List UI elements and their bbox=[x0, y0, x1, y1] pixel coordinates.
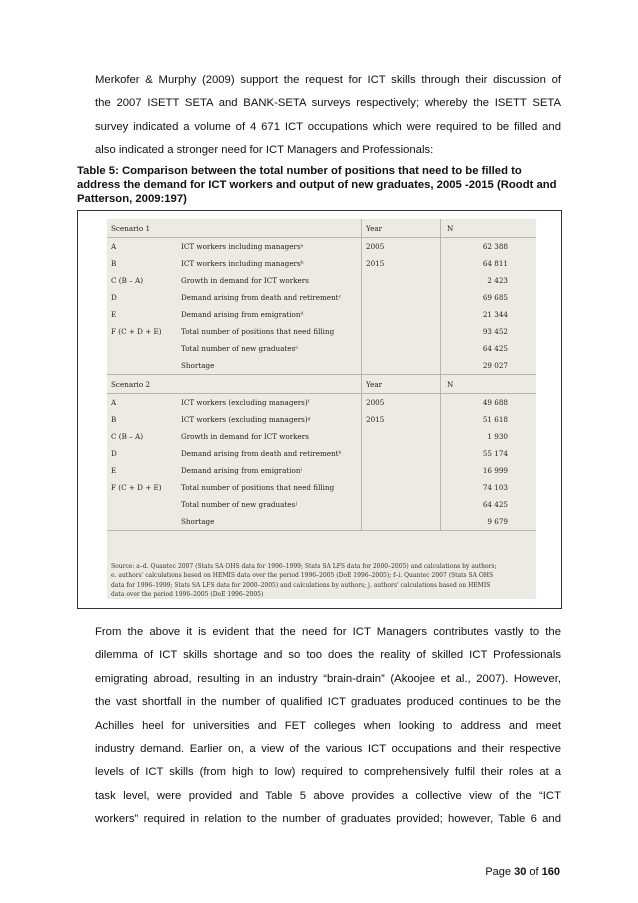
table-cell: ICT workers including managersᵇ bbox=[181, 259, 304, 268]
table-cell: Total number of new graduatesʲ bbox=[181, 500, 298, 509]
header-cell: N bbox=[441, 375, 537, 394]
table-cell: Growth in demand for ICT workers bbox=[181, 432, 309, 441]
table-cell: D bbox=[111, 449, 117, 458]
outro-paragraph bbox=[95, 621, 561, 832]
table-row bbox=[107, 340, 536, 357]
text-line: survey indicated a volume of 4 671 ICT occupations which were required to be filled and bbox=[95, 120, 561, 133]
table-row bbox=[107, 255, 536, 272]
table-cell bbox=[362, 445, 441, 462]
table-cell: Demand arising from emigrationᵈ bbox=[181, 310, 304, 319]
header-cell: Year bbox=[362, 219, 441, 238]
text-line: Merkofer & Murphy (2009) support the request for ICT skills through their discussion of bbox=[95, 74, 561, 86]
table-cell: Total number of positions that need filling bbox=[181, 483, 335, 492]
page-total: 160 bbox=[541, 866, 560, 878]
table-cell bbox=[107, 513, 177, 531]
table-cell bbox=[362, 306, 441, 323]
text-line: workers” required in relation to the number of graduates provided; however, Table 6 and bbox=[95, 813, 561, 826]
scenario-table bbox=[107, 219, 536, 531]
table-cell bbox=[362, 428, 441, 445]
header-cell: N bbox=[441, 219, 537, 238]
table-cell: 9 679 bbox=[441, 513, 537, 531]
table-cell bbox=[362, 323, 441, 340]
table-cell: B bbox=[111, 415, 117, 424]
table-source-note bbox=[111, 562, 535, 600]
table-row bbox=[107, 496, 536, 513]
header-cell: Scenario 2 bbox=[111, 379, 151, 389]
table-row bbox=[107, 479, 536, 496]
table-cell: 64 425 bbox=[441, 496, 537, 513]
text-line: From the above it is evident that the need for ICT Managers contributes vastly to the bbox=[95, 626, 561, 638]
table-cell bbox=[362, 340, 441, 357]
table-cell: E bbox=[111, 310, 117, 319]
table-cell: 2015 bbox=[362, 255, 441, 272]
source-line: Source: a–d. Quantec 2007 (Stats SA OHS data for 1996–1999; Stats SA LFS data for 2000–2005) and calculations by authors; bbox=[111, 563, 497, 570]
table-row bbox=[107, 272, 536, 289]
source-line: data for 1996–1999; Stats SA LFS data for 2000–2005) and calculations by authors; j. authors' calculations based on HEMIS bbox=[111, 581, 491, 589]
table-image-frame bbox=[77, 210, 562, 609]
table-cell: 21 344 bbox=[441, 306, 537, 323]
table-row bbox=[107, 462, 536, 479]
table-row bbox=[107, 445, 536, 462]
text-line: task level, were provided and Table 5 above provides a collective view of the “ICT bbox=[95, 789, 561, 802]
table-cell: 2005 bbox=[362, 394, 441, 412]
header-cell: Year bbox=[362, 375, 441, 394]
table-cell: 55 174 bbox=[441, 445, 537, 462]
table-cell: 74 103 bbox=[441, 479, 537, 496]
table-cell: Demand arising from death and retirementʰ bbox=[181, 449, 342, 458]
table-row bbox=[107, 357, 536, 375]
table-cell: ICT workers (excluding managers)ᵍ bbox=[181, 415, 311, 424]
table-cell: 51 618 bbox=[441, 411, 537, 428]
table-cell: A bbox=[111, 398, 117, 407]
table-cell: D bbox=[111, 293, 117, 302]
text-line: emigrating abroad, resulting in an industry “brain-drain” (Akoojee et al., 2007). However, bbox=[95, 672, 561, 685]
header-cell bbox=[177, 219, 362, 238]
table-cell: 49 688 bbox=[441, 394, 537, 412]
table-cell: 29 027 bbox=[441, 357, 537, 375]
table-cell: 2005 bbox=[362, 238, 441, 256]
table-row bbox=[107, 394, 536, 412]
text-line: Achilles heel for universities and FET colleges when looking to address and meet bbox=[95, 719, 561, 732]
table-caption: Table 5: Comparison between the total number of positions that need to be filled to address the demand for ICT workers and output of new graduates, 2005 -2015 (Roodt and Patterson, 2009:197) bbox=[77, 165, 557, 205]
table-cell: 69 685 bbox=[441, 289, 537, 306]
intro-paragraph bbox=[95, 69, 561, 163]
table-row bbox=[107, 323, 536, 340]
table-cell: E bbox=[111, 466, 117, 475]
table-cell: F (C + D + E) bbox=[111, 327, 162, 336]
table-cell: Shortage bbox=[181, 361, 215, 370]
header-cell bbox=[177, 375, 362, 394]
scenario-header-row bbox=[107, 375, 536, 394]
table-cell: B bbox=[111, 259, 117, 268]
table-cell bbox=[362, 272, 441, 289]
table-cell bbox=[107, 496, 177, 513]
table-cell: Demand arising from emigrationⁱ bbox=[181, 466, 302, 475]
text-line: levels of ICT skills (from high to low) required to comprehensively fulfil their roles at a bbox=[95, 766, 561, 779]
footer-of: of bbox=[526, 866, 542, 878]
table-cell: 64 811 bbox=[441, 255, 537, 272]
table-cell bbox=[362, 289, 441, 306]
table-cell: 1 930 bbox=[441, 428, 537, 445]
table-cell: C (B – A) bbox=[111, 432, 144, 441]
table-cell bbox=[362, 462, 441, 479]
table-cell bbox=[362, 496, 441, 513]
table-cell bbox=[362, 479, 441, 496]
table-cell: Total number of positions that need filling bbox=[181, 327, 335, 336]
table-cell: 2 423 bbox=[441, 272, 537, 289]
table-cell: ICT workers (excluding managers)ᶠ bbox=[181, 398, 310, 407]
text-line: the vast shortfall in the number of qualified ICT graduates produced continues to be the bbox=[95, 696, 561, 709]
table-cell bbox=[362, 513, 441, 531]
table-cell bbox=[107, 340, 177, 357]
table-row bbox=[107, 306, 536, 323]
table-row bbox=[107, 513, 536, 531]
text-line: industry demand. Earlier on, a view of the various ICT occupations and their respective bbox=[95, 742, 561, 755]
table-cell: 16 999 bbox=[441, 462, 537, 479]
table-row bbox=[107, 411, 536, 428]
table-cell: Total number of new graduatesᵉ bbox=[181, 344, 299, 353]
text-line: dilemma of ICT skills shortage and so too does the reality of skilled ICT Professionals bbox=[95, 649, 561, 662]
table-row bbox=[107, 238, 536, 256]
table-cell: 2015 bbox=[362, 411, 441, 428]
comparison-table bbox=[107, 219, 536, 599]
table-cell: Growth in demand for ICT workers bbox=[181, 276, 309, 285]
table-cell: 93 452 bbox=[441, 323, 537, 340]
source-line: data over the period 1996–2005 (DoE 1996–2005) bbox=[111, 591, 264, 599]
page-footer bbox=[485, 866, 560, 878]
header-cell: Scenario 1 bbox=[111, 223, 151, 233]
table-cell: Demand arising from death and retirementᶜ bbox=[181, 293, 342, 302]
table-cell bbox=[107, 357, 177, 375]
footer-prefix: Page bbox=[485, 866, 515, 878]
table-cell: C (B – A) bbox=[111, 276, 144, 285]
table-cell: ICT workers including managersᵃ bbox=[181, 242, 304, 251]
table-cell: 64 425 bbox=[441, 340, 537, 357]
table-cell: 62 388 bbox=[441, 238, 537, 256]
scenario-header-row bbox=[107, 219, 536, 238]
text-line: also indicated a stronger need for ICT Managers and Professionals: bbox=[95, 144, 434, 157]
table-row bbox=[107, 289, 536, 306]
table-cell: Shortage bbox=[181, 517, 215, 526]
table-cell: F (C + D + E) bbox=[111, 483, 162, 492]
text-line: the 2007 ISETT SETA and BANK-SETA surveys respectively; whereby the ISETT SETA bbox=[95, 97, 561, 110]
source-line: e. authors' calculations based on HEMIS data over the period 1996–2005 (DoE 1996–2005); f–i. Quantec 2007 (Stats SA OHS bbox=[111, 572, 494, 580]
table-cell bbox=[362, 357, 441, 375]
page-number: 30 bbox=[514, 866, 527, 878]
table-row bbox=[107, 428, 536, 445]
table-cell: A bbox=[111, 242, 117, 251]
